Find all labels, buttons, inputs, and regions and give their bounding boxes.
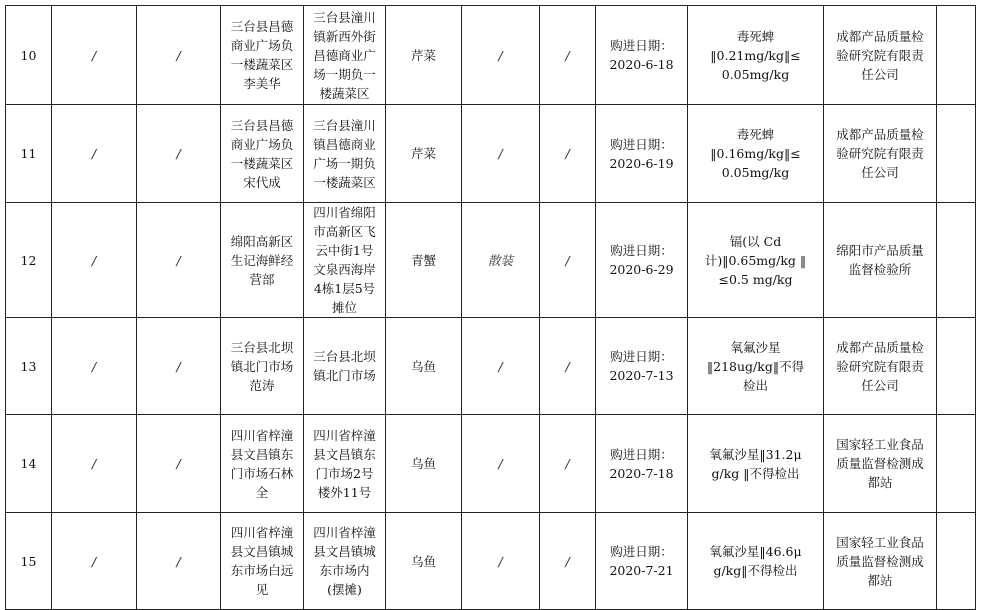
empty-cell: / [540, 513, 596, 610]
testing-agency-cell [824, 513, 937, 610]
sampled-unit-address-cell [304, 513, 386, 610]
sampled-unit-name-line: 县文昌镇城 [230, 544, 294, 559]
testing-agency-cell [824, 6, 937, 105]
sampled-unit-address-line: 一楼蔬菜区 [313, 174, 376, 190]
sampled-unit-address-line: 四川省绵阳 [313, 205, 376, 220]
product-name-cell: 乌鱼 [386, 513, 462, 610]
sampled-unit-address-line: 三台县潼川 [313, 117, 376, 133]
testing-agency-line: 国家轻工业食品 [836, 437, 924, 452]
specification-cell: / [462, 6, 540, 105]
empty-cell: / [137, 415, 221, 513]
purchase-date-cell [596, 318, 688, 415]
serial-number-cell: 11 [6, 105, 52, 203]
testing-agency-line: 验研究院有限责 [836, 146, 924, 161]
sampled-unit-address-line: 镇昌德商业 [313, 136, 376, 152]
testing-agency-line: 成都产品质量检 [836, 339, 924, 355]
purchase-date-cell [596, 415, 688, 513]
sampled-unit-address-cell [304, 203, 386, 318]
failed-item-line: 氧氟沙星‖31.2μ [709, 446, 802, 462]
testing-agency-line: 监督检验所 [848, 262, 912, 277]
serial-number-cell: 14 [6, 415, 52, 513]
sampled-unit-name-line: 绵阳高新区 [230, 233, 294, 249]
sampled-unit-name-line: 一楼蔬菜区 [230, 57, 294, 72]
serial-number-cell: 10 [6, 6, 52, 105]
serial-number-cell: 13 [6, 318, 52, 415]
failed-item-line: 0.05mg/kg [721, 165, 790, 180]
specification-cell: / [462, 415, 540, 513]
empty-cell: / [52, 6, 137, 105]
purchase-date-line: 2020-6-18 [609, 57, 674, 72]
sampled-unit-address-line: 昌德商业广 [313, 47, 376, 63]
empty-cell: / [52, 105, 137, 203]
empty-cell: / [540, 105, 596, 203]
testing-agency-cell [824, 415, 937, 513]
testing-agency-line: 都站 [867, 572, 893, 588]
table-row [6, 318, 976, 415]
testing-agency-line: 成都产品质量检 [836, 127, 924, 142]
empty-cell: / [540, 318, 596, 415]
specification-cell: / [462, 105, 540, 203]
sampled-unit-name-line: 李美华 [243, 76, 281, 91]
failed-item-cell [688, 203, 824, 318]
purchase-date-line: 2020-7-13 [609, 368, 674, 383]
purchase-date-line: 购进日期： [610, 446, 673, 462]
table-row [6, 513, 976, 610]
sampled-unit-name-cell [221, 513, 304, 610]
sampled-unit-address-line: 4栋1层5号 [313, 281, 376, 296]
testing-agency-cell [824, 105, 937, 203]
sampled-unit-address-line: 县文昌镇东 [313, 446, 376, 462]
product-name-cell: 青蟹 [386, 203, 462, 318]
testing-agency-line: 验研究院有限责 [836, 47, 924, 63]
failed-item-line: 氧氟沙星‖46.6μ [709, 544, 802, 559]
table-row [6, 6, 976, 105]
table-body [6, 6, 976, 610]
failed-item-line: 0.05mg/kg [721, 66, 790, 82]
purchase-date-line: 2020-7-18 [609, 465, 674, 481]
purchase-date-line: 购进日期： [610, 544, 673, 559]
testing-agency-line: 质量监督检测成 [836, 456, 924, 471]
empty-cell: / [137, 105, 221, 203]
empty-cell: / [540, 6, 596, 105]
purchase-date-line: 2020-6-29 [609, 262, 674, 277]
sampled-unit-address-cell [304, 415, 386, 513]
testing-agency-line: 任公司 [861, 66, 899, 82]
sampled-unit-address-line: 县文昌镇城 [313, 544, 376, 559]
sampled-unit-name-line: 商业广场负 [230, 38, 294, 53]
purchase-date-line: 2020-7-21 [609, 563, 674, 578]
empty-cell: / [540, 203, 596, 318]
purchase-date-cell [596, 513, 688, 610]
results-table [5, 5, 976, 610]
table-row [6, 415, 976, 513]
sampled-unit-address-line: 镇北门市场 [313, 368, 376, 383]
sampled-unit-address-line: 三台县潼川 [313, 9, 376, 25]
remark-cell [937, 415, 976, 513]
sampled-unit-name-cell [221, 318, 304, 415]
purchase-date-line: 购进日期： [610, 349, 673, 364]
testing-agency-line: 任公司 [861, 165, 899, 180]
sampled-unit-name-line: 三台县北坝 [230, 339, 294, 355]
sampled-unit-address-cell [304, 6, 386, 105]
testing-agency-cell [824, 203, 937, 318]
sampled-unit-name-line: 一楼蔬菜区 [230, 155, 294, 171]
empty-cell: / [137, 513, 221, 610]
sampled-unit-name-line: 三台县昌德 [230, 117, 294, 133]
sampled-unit-address-line: 三台县北坝 [313, 349, 376, 364]
sampled-unit-address-line: 广场一期负 [313, 155, 376, 171]
testing-agency-line: 验研究院有限责 [836, 358, 924, 374]
sampled-unit-address-line: 镇新西外街 [313, 28, 376, 44]
failed-item-cell [688, 6, 824, 105]
sampled-unit-address-cell [304, 105, 386, 203]
failed-item-line: ‖0.16mg/kg‖≤ [710, 146, 801, 161]
serial-number-cell: 15 [6, 513, 52, 610]
product-name-cell: 芹菜 [386, 6, 462, 105]
empty-cell: / [540, 415, 596, 513]
table-row [6, 203, 976, 318]
empty-cell: / [52, 513, 137, 610]
empty-cell: / [52, 415, 137, 513]
failed-item-cell [688, 105, 824, 203]
failed-item-line: 氧氟沙星 [730, 339, 781, 355]
failed-item-cell [688, 513, 824, 610]
sampled-unit-address-line: 四川省梓潼 [313, 525, 376, 540]
sampled-unit-address-line: 东市场内 [319, 563, 370, 578]
product-name-cell: 乌鱼 [386, 318, 462, 415]
purchase-date-line: 2020-6-19 [609, 155, 674, 171]
sampled-unit-address-line: 摊位 [331, 300, 357, 315]
sampled-unit-name-line: 宋代成 [243, 174, 281, 190]
empty-cell: / [137, 6, 221, 105]
specification-cell: 散装 [462, 203, 540, 318]
testing-agency-line: 任公司 [861, 377, 899, 393]
failed-item-line: 检出 [742, 377, 768, 393]
failed-item-line: ‖0.21mg/kg‖≤ [710, 47, 801, 63]
sampled-unit-name-line: 营部 [249, 271, 275, 287]
remark-cell [937, 6, 976, 105]
sampled-unit-name-line: 县文昌镇东 [230, 446, 294, 462]
failed-item-line: 镉(以 Cd [729, 233, 782, 249]
table-row [6, 105, 976, 203]
sampled-unit-address-line: 楼外11号 [317, 484, 372, 500]
failed-item-line: 计)‖0.65mg/kg ‖ [704, 252, 807, 268]
testing-agency-line: 绵阳市产品质量 [836, 243, 924, 258]
sampled-unit-name-line: 商业广场负 [230, 136, 294, 152]
purchase-date-cell [596, 105, 688, 203]
purchase-date-line: 购进日期： [610, 243, 673, 258]
sampled-unit-name-line: 三台县昌德 [230, 19, 294, 34]
remark-cell [937, 513, 976, 610]
sampled-unit-name-cell [221, 203, 304, 318]
testing-agency-cell [824, 318, 937, 415]
sampled-unit-name-cell [221, 6, 304, 105]
testing-agency-line: 质量监督检测成 [836, 553, 924, 569]
failed-item-cell [688, 415, 824, 513]
sampled-unit-name-line: 东市场白远 [230, 563, 294, 578]
remark-cell [937, 203, 976, 318]
failed-item-line: ‖218ug/kg‖不得 [706, 358, 805, 374]
sampled-unit-address-line: (摆摊) [327, 582, 362, 597]
purchase-date-cell [596, 203, 688, 318]
sampled-unit-address-cell [304, 318, 386, 415]
failed-item-line: ≤0.5 mg/kg [718, 271, 793, 287]
testing-agency-line: 国家轻工业食品 [836, 534, 924, 550]
testing-agency-line: 都站 [867, 475, 893, 490]
sampled-unit-name-line: 四川省梓潼 [230, 525, 294, 540]
empty-cell: / [137, 203, 221, 318]
sampled-unit-name-line: 范涛 [249, 377, 275, 393]
sampled-unit-address-line: 市高新区飞 [313, 224, 376, 239]
failed-item-line: g/kg‖不得检出 [713, 563, 798, 578]
sampled-unit-name-line: 生记海鲜经 [230, 252, 294, 268]
failed-item-line: 毒死蜱 [736, 28, 775, 44]
sampled-unit-name-line: 门市场石林 [230, 465, 294, 481]
testing-agency-line: 成都产品质量检 [836, 28, 924, 44]
sampled-unit-name-cell [221, 105, 304, 203]
sampled-unit-name-line: 四川省梓潼 [230, 427, 294, 443]
sampled-unit-address-line: 门市场2号 [315, 465, 374, 481]
purchase-date-line: 购进日期： [610, 38, 673, 53]
purchase-date-line: 购进日期： [610, 136, 673, 152]
sampled-unit-name-line: 见 [255, 582, 269, 597]
sampled-unit-address-line: 场一期负一 [313, 66, 376, 82]
remark-cell [937, 105, 976, 203]
sampled-unit-address-line: 云中街1号 [315, 243, 374, 258]
sampled-unit-name-line: 全 [255, 484, 269, 500]
empty-cell: / [52, 318, 137, 415]
sampled-unit-address-line: 文泉西海岸 [313, 262, 376, 277]
failed-item-cell [688, 318, 824, 415]
sampled-unit-address-line: 四川省梓潼 [313, 427, 376, 443]
empty-cell: / [52, 203, 137, 318]
sampled-unit-name-cell [221, 415, 304, 513]
failed-item-line: 毒死蜱 [736, 127, 775, 142]
failed-item-line: g/kg ‖不得检出 [711, 465, 800, 481]
product-name-cell: 乌鱼 [386, 415, 462, 513]
specification-cell: / [462, 318, 540, 415]
sampled-unit-name-line: 镇北门市场 [230, 358, 294, 374]
sampled-unit-address-line: 楼蔬菜区 [319, 85, 370, 101]
product-name-cell: 芹菜 [386, 105, 462, 203]
specification-cell: / [462, 513, 540, 610]
remark-cell [937, 318, 976, 415]
serial-number-cell: 12 [6, 203, 52, 318]
empty-cell: / [137, 318, 221, 415]
purchase-date-cell [596, 6, 688, 105]
